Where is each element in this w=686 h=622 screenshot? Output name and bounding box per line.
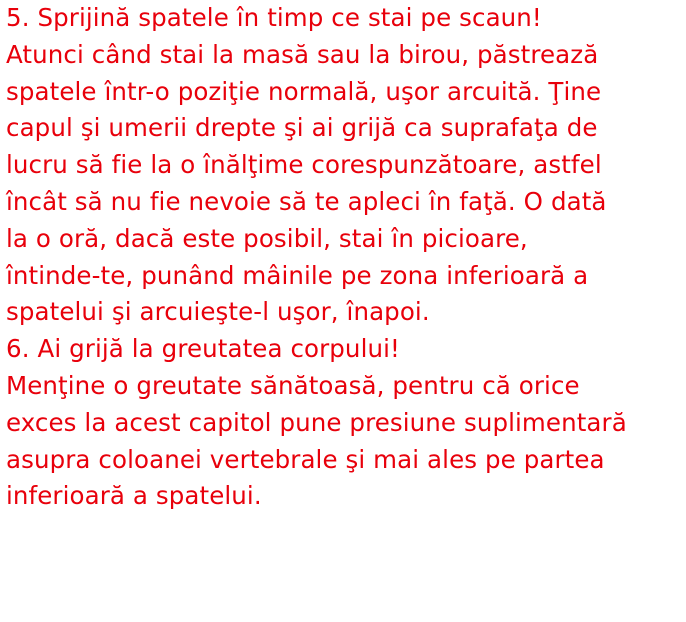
paragraph-line: lucru să fie la o înălţime corespunzătoare, astfel bbox=[6, 150, 602, 180]
document-text bbox=[6, 0, 684, 515]
paragraph-line: inferioară a spatelui. bbox=[6, 481, 262, 511]
paragraph-line: spatele într-o poziţie normală, uşor arcuită. Ţine bbox=[6, 76, 602, 106]
paragraph-line: Atunci când stai la masă sau la birou, păstrează bbox=[6, 39, 599, 69]
paragraph-line: asupra coloanei vertebrale şi mai ales pe partea bbox=[6, 444, 605, 474]
heading-body-weight: 6. Ai grijă la greutatea corpului! bbox=[6, 334, 400, 364]
paragraph-line: întinde-te, punând mâinile pe zona inferioară a bbox=[6, 260, 589, 290]
paragraph-line: spatelui şi arcuieşte-l uşor, înapoi. bbox=[6, 297, 430, 327]
paragraph-line: Menţine o greutate sănătoasă, pentru că orice bbox=[6, 370, 580, 400]
paragraph-line: exces la acest capitol pune presiune suplimentară bbox=[6, 407, 627, 437]
paragraph-line: capul şi umerii drepte şi ai grijă ca suprafaţa de bbox=[6, 113, 598, 143]
paragraph-line: încât să nu fie nevoie să te apleci în faţă. O dată bbox=[6, 186, 607, 216]
paragraph-line: la o oră, dacă este posibil, stai în picioare, bbox=[6, 223, 528, 253]
heading-support-back: 5. Sprijină spatele în timp ce stai pe scaun! bbox=[6, 3, 542, 32]
